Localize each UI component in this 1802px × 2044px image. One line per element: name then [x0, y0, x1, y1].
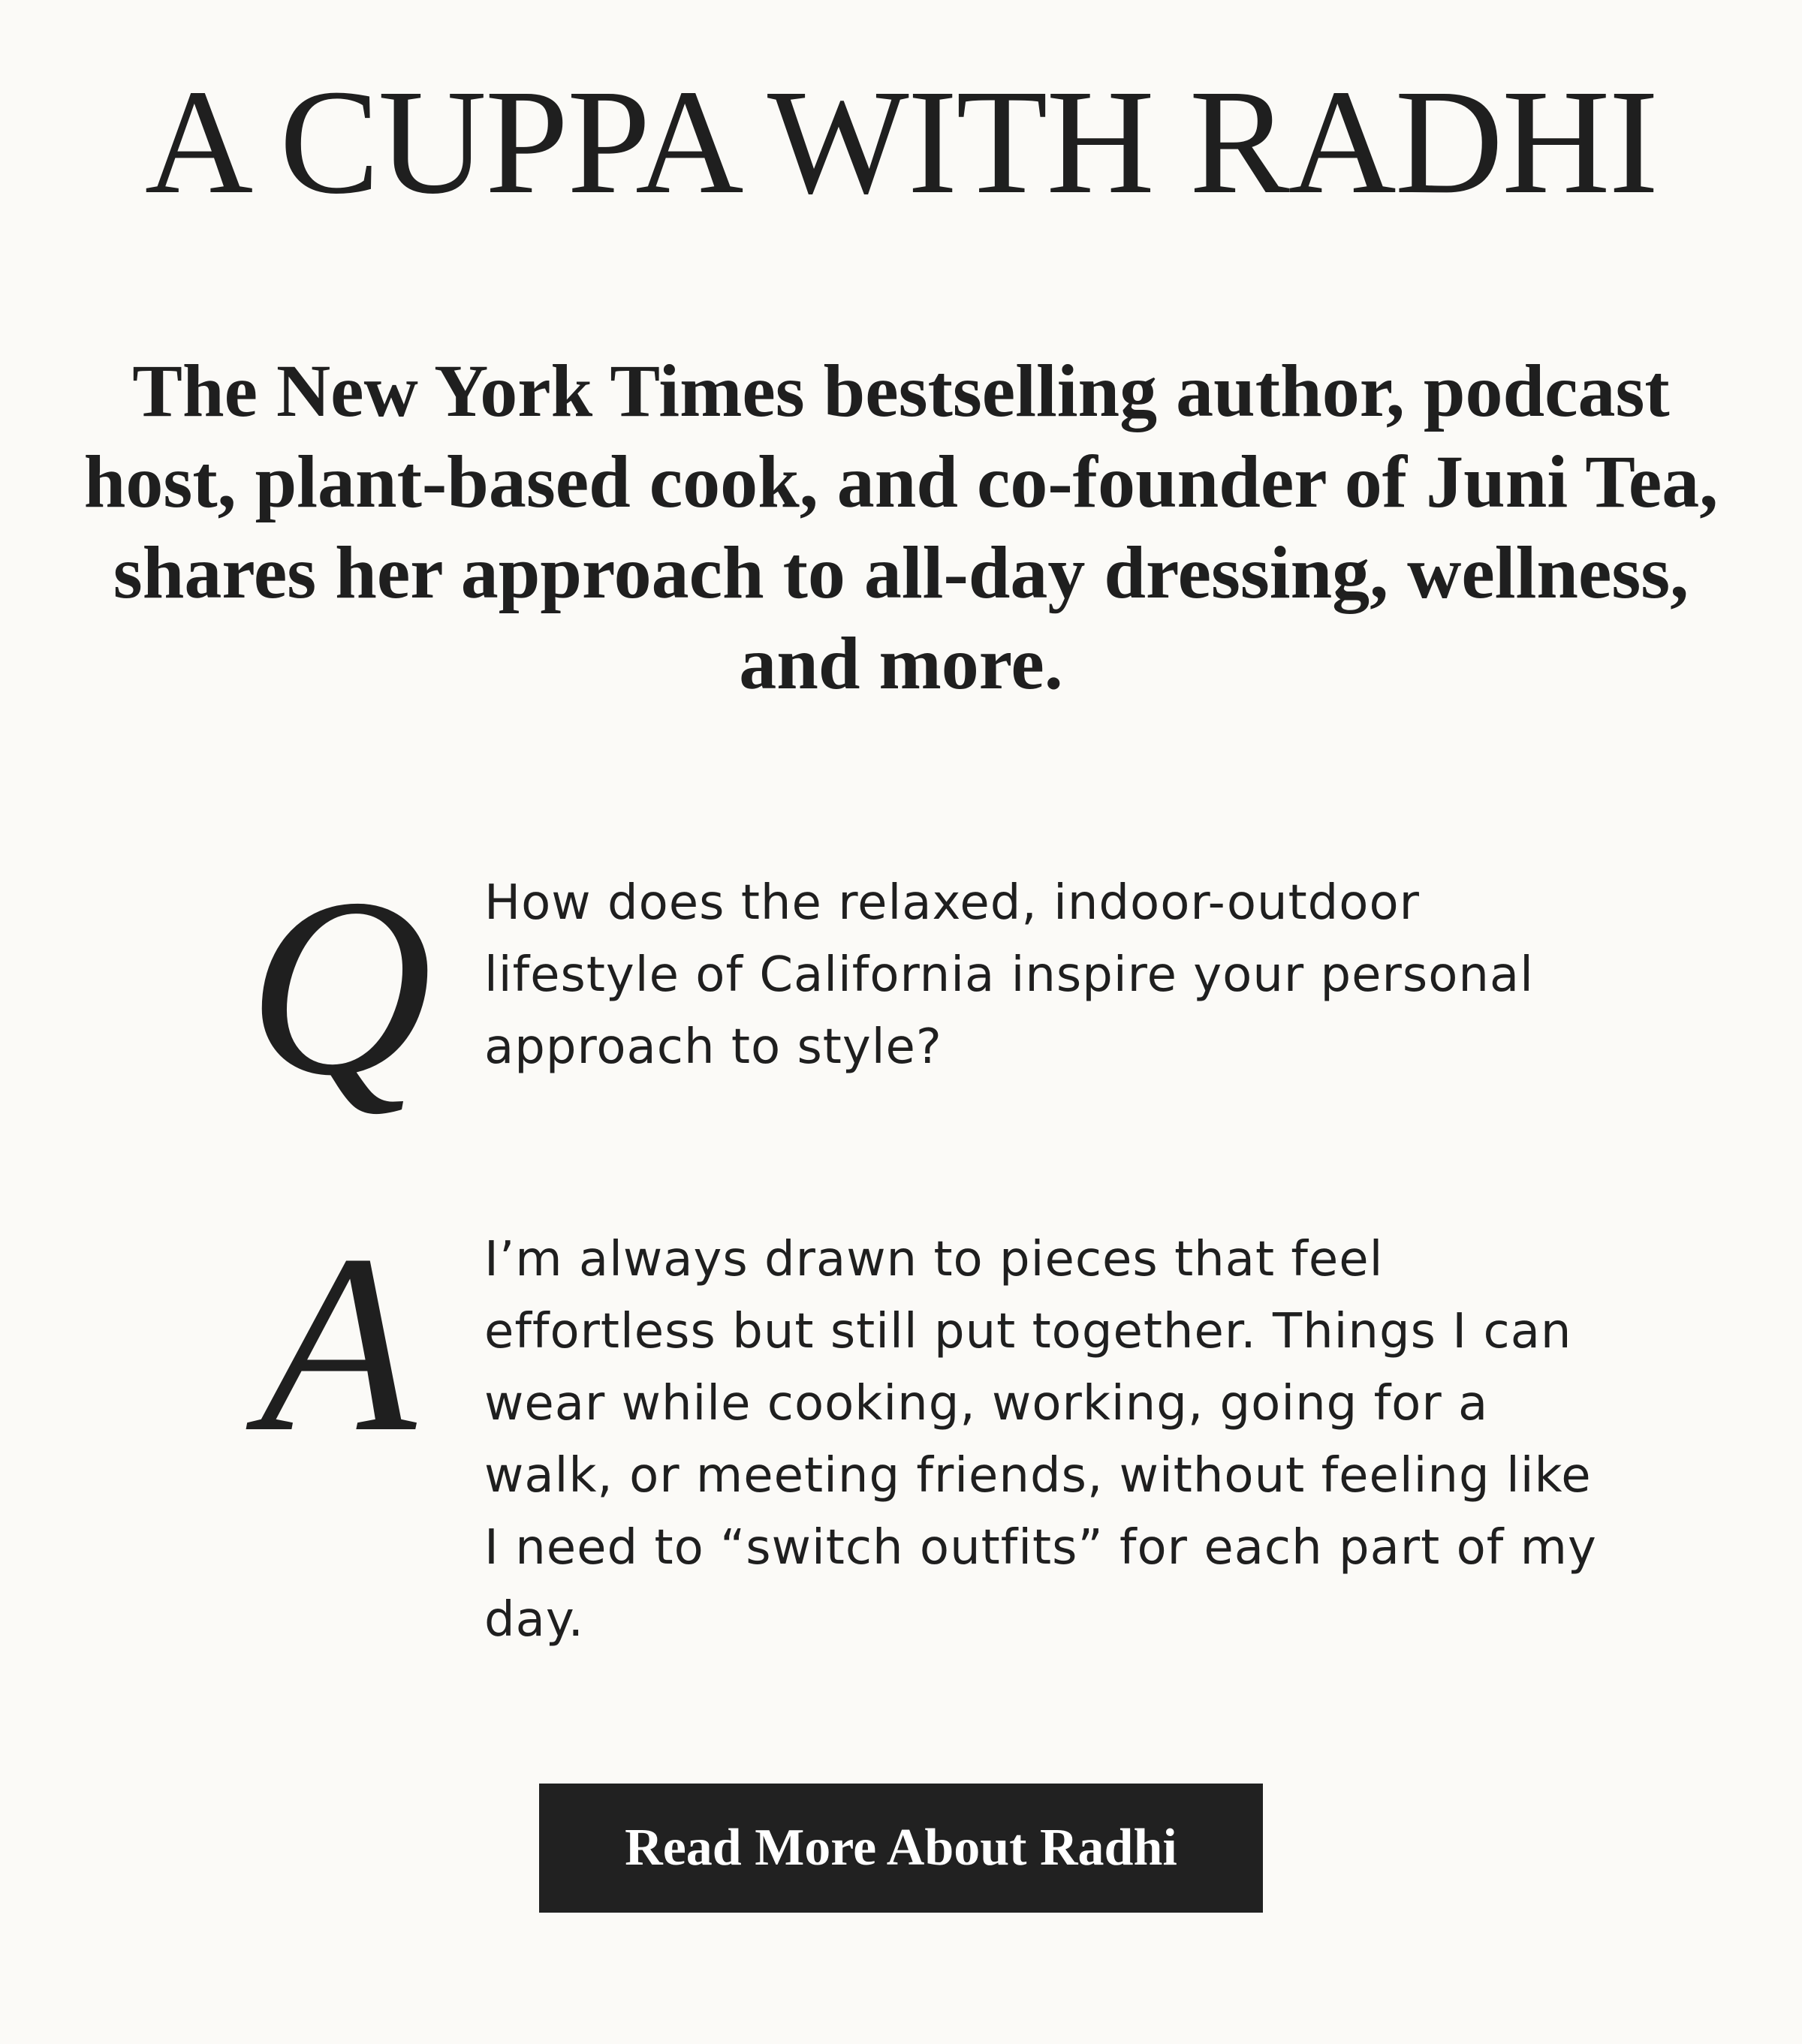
- question-text: How does the relaxed, indoor-outdoor lifestyle of California inspire your personal approach to style?: [484, 875, 1534, 1075]
- intro-text: The New York Times bestselling author, podcast host, plant-based cook, and co-founder of Juni Tea, shares her approach to all-day dressing, wellness, and more.: [83, 349, 1719, 705]
- answer-letter: A: [260, 1202, 416, 1485]
- answer-text: I’m always drawn to pieces that feel effortless but still put together. Things I can wear while cooking, working, going for a walk, or meeting friends, without feeling like I need to “switch outfits” for each part of my day.: [484, 1232, 1597, 1648]
- read-more-button[interactable]: Read More About Radhi: [539, 1784, 1263, 1913]
- page-title: A CUPPA WITH RADHI: [144, 59, 1658, 225]
- question-letter: Q: [248, 845, 432, 1128]
